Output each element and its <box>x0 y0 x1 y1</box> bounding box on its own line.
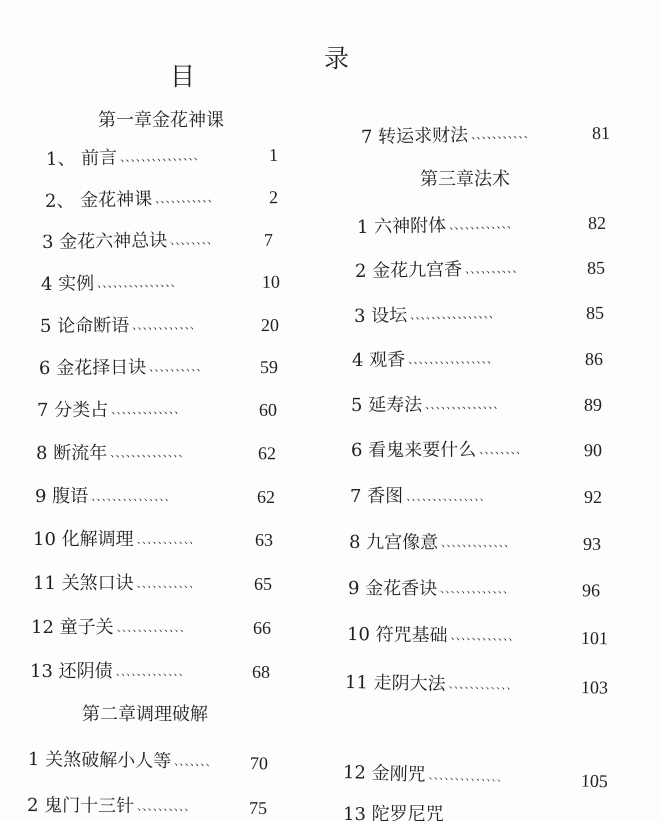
page-number: 2 <box>268 187 279 208</box>
entry-title: 8 九宫像意 <box>348 532 439 554</box>
dot-leader: 、、、、、、、、、、、 <box>136 534 200 546</box>
dot-leader: 、、、、、、、、、、、、、、、 <box>91 491 176 503</box>
toc-entry <box>345 671 608 700</box>
toc-entry <box>41 270 280 297</box>
entry-title: 6 看鬼来要什么 <box>350 439 477 461</box>
dot-leader: 、、、、、、、、、、、、、、、 <box>120 150 205 165</box>
entry-title: 7 香图 <box>350 486 404 507</box>
entry-title: 13 还阴债 <box>30 661 113 682</box>
title-right-char: 录 <box>324 44 350 73</box>
entry-title: 11 走阴大法 <box>344 672 446 695</box>
toc-entry <box>36 441 276 466</box>
toc-entry <box>352 347 603 373</box>
dot-leader: 、、、、、、、、 <box>479 444 527 457</box>
toc-entry <box>357 211 606 240</box>
page-number: 82 <box>587 212 607 234</box>
dot-leader: 、、、、、、、、、、、、、 <box>441 537 515 550</box>
entry-title: 2、 金花神课 <box>44 188 153 212</box>
dot-leader: 、、、、、、、、、、、、、 <box>116 622 191 634</box>
toc-entry <box>354 301 604 329</box>
page-number: 70 <box>249 753 269 774</box>
chapter-heading: 第三章法术 <box>420 169 510 190</box>
entry-title: 8 断流年 <box>35 442 108 464</box>
chapter-heading: 第二章调理破解 <box>82 704 208 725</box>
dot-leader: 、、、、、、、、、、、、、、、 <box>406 491 491 503</box>
toc-entry <box>343 761 609 793</box>
page-number: 103 <box>580 677 609 698</box>
page-number: 96 <box>581 580 601 601</box>
dot-leader: 、、、、、、、、、、、、 <box>450 630 519 644</box>
entry-title: 3 金花六神总诀 <box>41 230 168 253</box>
dot-leader: 、、、、、、、、、、、 <box>136 578 200 590</box>
entry-title: 6 金花择日诀 <box>38 357 147 379</box>
toc-entry <box>30 660 270 684</box>
page-number: 93 <box>582 533 602 554</box>
dot-leader: 、、、、、、、、、、 <box>137 800 195 814</box>
toc-entry <box>33 572 272 596</box>
page-number: 85 <box>586 257 606 278</box>
page-number: 7 <box>263 229 274 250</box>
toc-entry <box>27 794 267 820</box>
toc-entry <box>350 485 602 509</box>
toc-entry <box>355 256 605 284</box>
entry-title: 2 金花九宫香 <box>354 259 463 282</box>
page-number: 66 <box>253 618 271 638</box>
toc-entry <box>37 398 277 423</box>
dot-leader: 、、、、、、、、、、、、、 <box>440 583 514 596</box>
dot-leader: 、、、、、、、、、、、、、、 <box>110 447 189 460</box>
entry-title: 2 鬼门十三针 <box>26 795 135 817</box>
toc-entry <box>42 228 273 255</box>
page-number: 81 <box>591 122 611 144</box>
entry-title: 12 金刚咒 <box>342 762 426 786</box>
entry-title: 1、 前言 <box>45 147 118 170</box>
page-number: 101 <box>580 627 609 649</box>
toc-entry <box>361 121 610 150</box>
dot-leader: 、、、、、、、、、、、 <box>155 192 219 206</box>
page-number: 59 <box>259 356 279 378</box>
dot-leader: 、、、、、、、、、、、、、 <box>115 666 190 678</box>
dot-leader: 、、、、、、、、 <box>170 234 218 248</box>
page-number: 92 <box>584 487 602 507</box>
toc-entry <box>46 143 278 172</box>
toc-entry <box>348 577 600 602</box>
entry-title: 13 陀罗尼咒 <box>343 804 444 821</box>
page-number: 90 <box>583 440 603 461</box>
entry-title: 7 转运求财法 <box>360 124 469 148</box>
page-number: 60 <box>258 399 278 420</box>
entry-title: 1 关煞破解小人等 <box>27 749 172 772</box>
page-number: 85 <box>585 302 605 323</box>
page-number: 10 <box>261 271 281 292</box>
dot-leader: 、、、、、、、、、、、、、、、、 <box>410 308 500 323</box>
toc-entry <box>28 748 268 775</box>
entry-title: 7 分类占 <box>36 399 109 421</box>
entry-title: 5 延寿法 <box>350 394 423 416</box>
dot-leader: 、、、、、、、、、、、、 <box>448 678 517 692</box>
dot-leader: 、、、、、、、、、、、、、、 <box>428 769 508 785</box>
page-number: 1 <box>268 144 279 165</box>
page-number: 20 <box>260 314 280 336</box>
toc-entry <box>343 803 543 821</box>
toc-entry <box>351 438 602 463</box>
dot-leader: 、、、、、、、、、、 <box>465 263 524 277</box>
dot-leader: 、、、、、、、、、、、、、、、 <box>97 277 182 291</box>
entry-title: 5 论命断语 <box>39 315 130 337</box>
title-left-char: 目 <box>170 62 196 91</box>
toc-entry <box>45 185 278 214</box>
dot-leader: 、、、、、、、、、、、、、 <box>111 404 185 417</box>
dot-leader: 、、、、、、、、、、、、 <box>132 319 201 333</box>
toc-entry <box>40 313 279 339</box>
page-number: 62 <box>257 487 275 507</box>
entry-title: 12 童子关 <box>31 617 114 638</box>
toc-entry <box>347 623 608 650</box>
chapter-heading: 第一章金花神课 <box>98 110 224 131</box>
dot-leader: 、、、、、、、、、、 <box>149 361 207 375</box>
toc-entry <box>351 393 602 418</box>
entry-title: 3 设坛 <box>353 305 408 327</box>
page-number: 86 <box>584 348 604 369</box>
dot-leader: 、、、、、、、、、、、、、、、、 <box>408 353 498 367</box>
dot-leader: 、、、、、、、 <box>174 756 217 769</box>
entry-title: 11 关煞口诀 <box>33 573 134 594</box>
dot-leader: 、、、、、、、、、、、、、、 <box>425 399 504 412</box>
toc-entry <box>39 355 278 381</box>
page-number: 89 <box>583 394 603 415</box>
entry-title: 10 符咒基础 <box>346 624 448 647</box>
entry-title: 4 观香 <box>351 349 406 371</box>
dot-leader: 、、、、、、、、、、、、 <box>449 218 518 233</box>
toc-entry <box>35 485 275 509</box>
entry-title: 1 六神附体 <box>356 215 447 238</box>
toc-entry <box>33 528 273 552</box>
entry-title: 10 化解调理 <box>33 529 134 550</box>
page-number: 63 <box>255 530 273 550</box>
entry-title: 4 实例 <box>40 273 95 295</box>
page-number: 65 <box>254 574 272 594</box>
dot-leader: 、、、、、、、、、、、 <box>471 128 535 142</box>
toc-entry <box>31 616 271 640</box>
entry-title: 9 金花香诀 <box>347 578 438 600</box>
page-number: 105 <box>580 770 609 792</box>
entry-title: 9 腹语 <box>35 486 89 507</box>
page-number: 62 <box>257 443 277 464</box>
page-number: 75 <box>248 797 268 819</box>
page-number: 68 <box>252 662 270 682</box>
toc-entry <box>349 531 601 556</box>
